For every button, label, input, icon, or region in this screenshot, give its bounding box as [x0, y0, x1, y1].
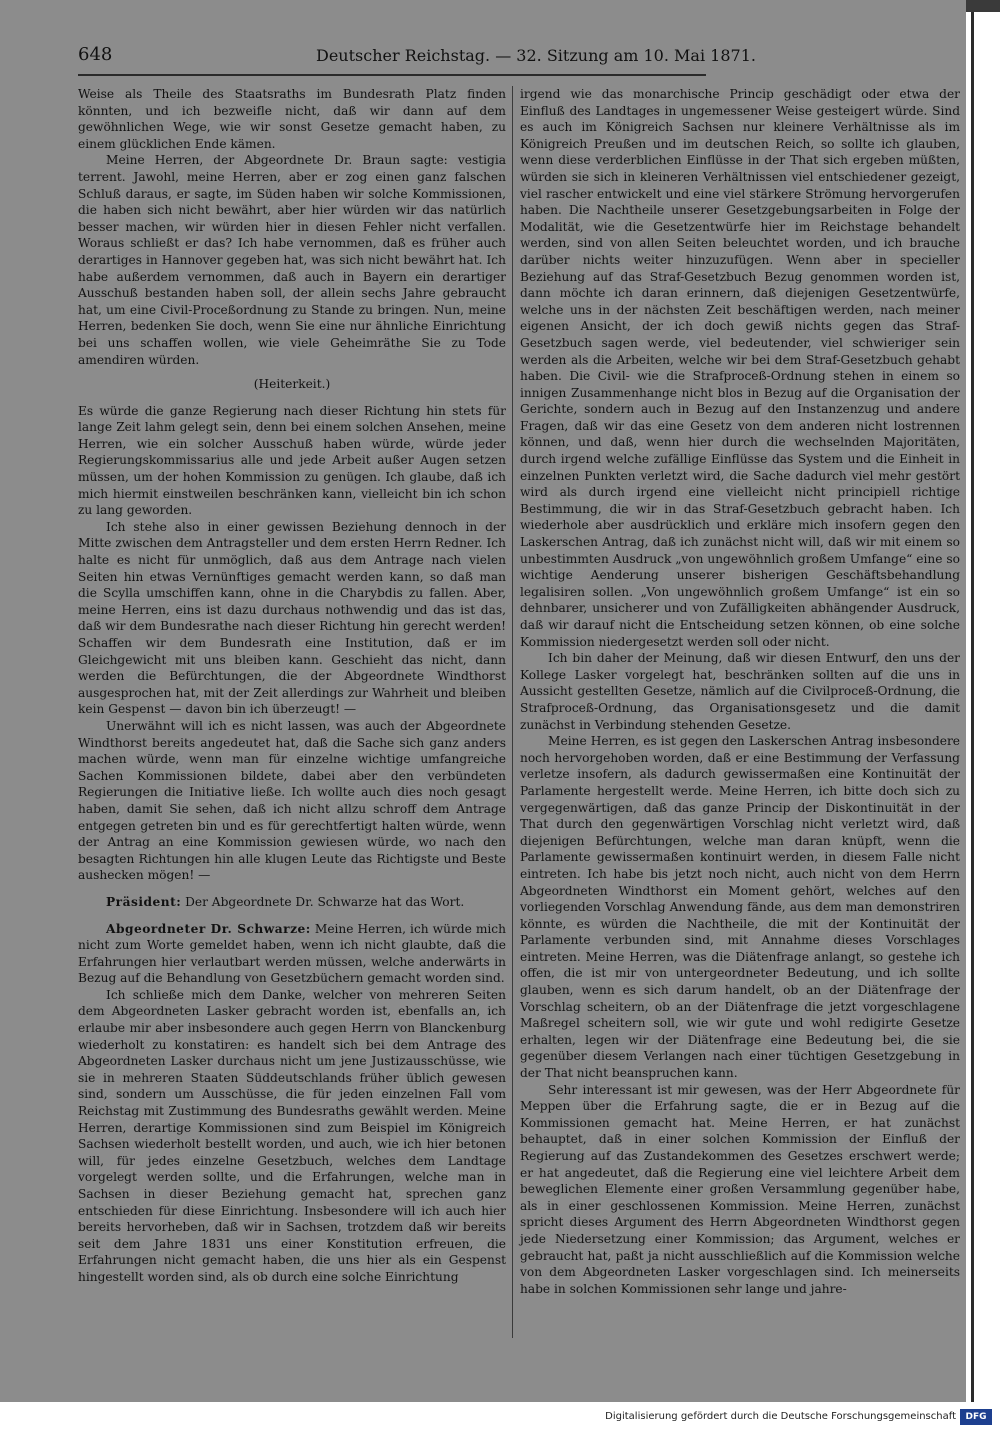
paragraph: Meine Herren, der Abgeordnete Dr. Braun sagte: vestigia terrent. Jawohl, meine Herren, aber er zog einen ganz falschen Schluß daraus, er sagte, im Süden haben wir solche Kommissionen, die haben sich nicht bewährt, aber hier würden wir das natürlich besser machen, wir würden hier in diesen Fehler nicht verfallen. Woraus schließt er das? Ich habe vernommen, daß es früher auch derartiges in Hannover gegeben hat, was sich nicht bewährt hat. Ich habe außerdem vernommen, daß auch in Bayern ein derartiger Ausschuß bestanden haben soll, der allein sechs Jahre gebraucht hat, um eine Civil-Proceßordnung zu Stande zu bringen. Nun, meine Herren, bedenken Sie doch, wenn Sie eine nur ähnliche Einrichtung bei uns schaffen wollen, wie viele Geheimräthe Sie zu Tode amendiren würden.: [78, 153, 506, 367]
speaker-label: Präsident:: [106, 894, 182, 909]
paragraph: irgend wie das monarchische Princip geschädigt oder etwa der Einfluß des Landtages in ungemessener Weise gesteigert würde. Sind es auch im Königreich Sachsen nur kleinere Verhältnisse als im Königreich Preußen und im deutschen Reich, so sollte ich glauben, wenn diese verderblichen Einflüsse in der That sich ergeben müßten, würden sie sich in kleineren Verhältnissen viel entschiedener gezeigt, viel rascher entwickelt und eine viel stärkere Strömung hervorgerufen haben. Die Nachtheile unserer Gesetzgebungsarbeiten in Folge der Modalität, wie die Gesetzentwürfe hier im Reichstage behandelt werden, sind von allen Seiten beleuchtet worden, und ich brauche darüber nichts weiter hinzuzufügen. Wenn aber in specieller Beziehung auf das Straf-Gesetzbuch Bezug genommen worden ist, dann möchte ich daran erinnern, daß diejenigen Gesetzentwürfe, welche uns in der nächsten Zeit beschäftigen werden, nach meiner eigenen Ansicht, der ich doch gewiß nichts gegen das Straf-Gesetzbuch sagen werde, viel bedeutender, viel schwieriger sein werden als die Arbeiten, welche wir bei dem Straf-Gesetzbuch gehabt haben. Die Civil- wie die Strafproceß-Ordnung stehen in einem so innigen Zusammenhange nicht blos in Bezug auf die Organisation der Gerichte, sondern auch in Bezug auf den Instanzenzug und andere Fragen, daß wir das eine Gesetz von dem anderen nicht lostrennen können, und daß, wenn hier durch die wechselnden Majoritäten, durch irgend welche zufällige Einflüsse das System und die Einheit in einzelnen Punkten verletzt wird, die Sache dadurch viel mehr gestört wird als durch irgend eine vielleicht nicht principiell richtige Bestimmung, die wir in das Straf-Gesetzbuch gebracht haben. Ich wiederhole aber ausdrücklich und erkläre mich insofern gegen den Laskerschen Antrag, daß ich zunächst nicht will, daß wir mit einem so unbestimmten Ausdruck „von ungewöhnlich großem Umfange“ eine so wichtige Aenderung unserer bisherigen Geschäftsbehandlung legalisiren sollen. „Von ungewöhnlich großem Umfange“ ist ein so dehnbarer, unsicherer und von Zufälligkeiten abhängender Ausdruck, daß wir darauf nicht die Entscheidung setzen können, ob eine solche Kommission niedergesetzt werden soll oder nicht.: [520, 87, 960, 649]
paragraph: Unerwähnt will ich es nicht lassen, was auch der Abgeordnete Windthorst bereits angedeutet hat, daß die Sache sich ganz anders machen würde, wenn man für einzelne wichtige umfangreiche Sachen Kommissionen bildete, dabei aber den verbündeten Regierungen die Initiative ließe. Ich wollte auch dies noch gesagt haben, damit Sie sehen, daß ich nicht allzu schroff dem Antrage entgegen getreten bin und es für gerechtfertigt halten würde, wenn der Antrag an eine Kommission gewiesen würde, wo nach den besagten Richtungen hin alle klugen Leute das Richtigste und Beste aushecken mögen! —: [78, 718, 506, 883]
speaker-label: Abgeordneter Dr. Schwarze:: [106, 921, 311, 936]
paragraph: Es würde die ganze Regierung nach dieser Richtung hin stets für lange Zeit lahm gelegt sein, denn bei einem solchen Ansehen, meine Herren, wie ein solcher Ausschuß haben würde, würde jeder Regierungskommissarius alle und jede Arbeit außer Augen setzen müssen, um der hohen Kommission zu genügen. Ich glaube, daß ich mich hiermit einstweilen beschränken kann, vielleicht bin ich schon zu lang geworden.: [78, 403, 506, 518]
running-title: Deutscher Reichstag. — 32. Sitzung am 10. Mai 1871.: [316, 46, 756, 65]
header-rule: [78, 74, 706, 76]
dfg-logo: DFG: [960, 1409, 992, 1425]
paragraph: Ich stehe also in einer gewissen Beziehung dennoch in der Mitte zwischen dem Antragsteller und dem ersten Herrn Redner. Ich halte es nicht für unmöglich, daß aus dem Antrage nach vielen Seiten hin etwas Vernünftiges gemacht werden kann, so daß man die Scylla umschiffen kann, ohne in die Charybdis zu fallen. Aber, meine Herren, eins ist dazu durchaus nothwendig und das ist das, daß wir dem Bundesrathe nach dieser Richtung hin gerecht werden! Schaffen wir dem Bundesrath eine Institution, daß er im Gleichgewicht mit uns bleiben kann. Geschieht das nicht, dann werden die Befürchtungen, die der Abgeordnete Windthorst ausgesprochen hat, mit der Zeit allerdings zur Wahrheit und bleiben kein Gespenst — davon bin ich überzeugt! —: [78, 519, 506, 717]
footer: [0, 1402, 1000, 1432]
interjection: (Heiterkeit.): [253, 377, 331, 392]
speaker-paragraph: [78, 921, 506, 987]
paragraph: Ich bin daher der Meinung, daß wir diesen Entwurf, den uns der Kollege Lasker vorgelegt hat, beschränken sollten auf die uns in Aussicht gestellten Gesetze, nämlich auf die Civilproceß-Ordnung, die Strafproceß-Ordnung, das Organisationsgesetz und die damit zunächst in Verbindung stehenden Gesetze.: [520, 651, 960, 732]
funding-note: Digitalisierung gefördert durch die Deutsche Forschungsgemeinschaft: [605, 1411, 956, 1422]
scan-edge-line: [971, 0, 974, 1402]
speech-text: Meine Herren, ich würde mich nicht zum Worte gemeldet haben, wenn ich nicht glaubte, daß die Erfahrungen hier verlautbart werden müssen, welche anderwärts in Bezug auf die Behandlung von Gesetzbüchern gemacht worden sind.: [78, 921, 506, 986]
column-divider: [512, 86, 513, 1338]
speech-text: Der Abgeordnete Dr. Schwarze hat das Wort.: [185, 894, 465, 909]
paragraph: Ich schließe mich dem Danke, welcher von mehreren Seiten dem Abgeordneten Lasker gebracht worden ist, ebenfalls an, ich erlaube mir aber insbesondere auch gegen Herrn von Blanckenburg wiederholt zu konstatiren: es handelt sich bei dem Antrage des Abgeordneten Lasker durchaus nicht um jene Justizausschüsse, wie sie in mehreren Staaten Süddeutschlands früher üblich gewesen sind, sondern um Ausschüsse, die für jeden einzelnen Fall vom Reichstag mit Zustimmung des Bundesraths gewählt werden. Meine Herren, derartige Kommissionen sind zum Beispiel im Königreich Sachsen wiederholt bestellt worden, und auch, wie ich hier betonen will, für jedes einzelne Gesetzbuch, welches dem Landtage vorgelegt werden sollte, und die Erfahrungen, welche man in Sachsen in dieser Beziehung gemacht hat, sprechen ganz entschieden für diese Einrichtung. Insbesondere will ich auch hier bereits hervorheben, daß wir in Sachsen, trotzdem daß wir bereits seit dem Jahre 1831 uns einer Konstitution erfreuen, die Erfahrungen nicht gemacht haben, die uns hier als ein Gespenst hingestellt worden sind, als ob durch eine solche Einrichtung: [78, 987, 506, 1284]
page-number: 648: [78, 44, 113, 65]
paragraph: Meine Herren, es ist gegen den Laskerschen Antrag insbesondere noch hervorgehoben worden, daß er eine Bestimmung der Verfassung verletze insofern, als dadurch gewissermaßen eine Kontinuität der Parlamente hergestellt werde. Meine Herren, ich bitte doch sich zu vergegenwärtigen, daß das ganze Princip der Diskontinuität in der That durch den gegenwärtigen Vorschlag nicht verletzt wird, daß diejenigen Befürchtungen, welche man daran knüpft, wenn die Parlamente gewissermaßen kontinuirt werden, in diesem Falle nicht eintreten. Ich habe bis jetzt noch nicht, auch nicht von dem Herrn Abgeordneten Windthorst ein Moment gehört, welches auf den vorliegenden Vorschlag Anwendung fände, aus dem man demonstriren könnte, es würden die Nachtheile, die mit der Kontinuität der Parlamente verbunden sind, mit Annahme dieses Vorschlages eintreten. Meine Herren, was die Diätenfrage anlangt, so gestehe ich offen, die ist mir von untergeordneter Bedeutung, und ich sollte glauben, wenn es sich darum handelt, ob an der Diätenfrage der Vorschlag scheitern, ob an der Diätenfrage die jetzt vorgeschlagene Maßregel scheitern soll, wie wir gute und wohl redigirte Gesetze erhalten, legen wir der Diätenfrage eine Bedeutung bei, die sie gegenüber diesem Verlangen nach einer tüchtigen Gesetzgebung in der That nicht beanspruchen kann.: [520, 734, 960, 1081]
paragraph: Weise als Theile des Staatsraths im Bundesrath Platz finden könnten, und ich bezweifle nicht, daß wir dann auf dem gewöhnlichen Wege, wie wir sonst Gesetze gemacht haben, zu einem glücklichen Ende kämen.: [78, 87, 506, 151]
paragraph: Sehr interessant ist mir gewesen, was der Herr Abgeordnete für Meppen über die Erfahrung sagte, die er in Bezug auf die Kommissionen gemacht hat. Meine Herren, er hat zunächst behauptet, daß in einer solchen Kommission der Einfluß der Regierung auf das Zustandekommen des Gesetzes erschwert werde; er hat angedeutet, daß die Regierung eine viel leichtere Arbeit dem beweglichen Elemente einer großen Versammlung gegenüber habe, als in einer geschlossenen Kommission. Meine Herren, zunächst spricht dieses Argument des Herrn Abgeordneten Windthorst gegen jede Niedersetzung einer Kommission; das Argument, welches er gebraucht hat, paßt ja nicht ausschließlich auf die Kommission welche von dem Abgeordneten Lasker vorgeschlagen sind. Ich meinerseits habe in solchen Kommissionen sehr lange und jahre-: [520, 1082, 960, 1296]
page-header: [78, 40, 756, 70]
scan-corner: [966, 0, 1000, 12]
speaker-paragraph: [78, 894, 506, 911]
left-column: [78, 86, 506, 1286]
right-column: [520, 86, 960, 1297]
